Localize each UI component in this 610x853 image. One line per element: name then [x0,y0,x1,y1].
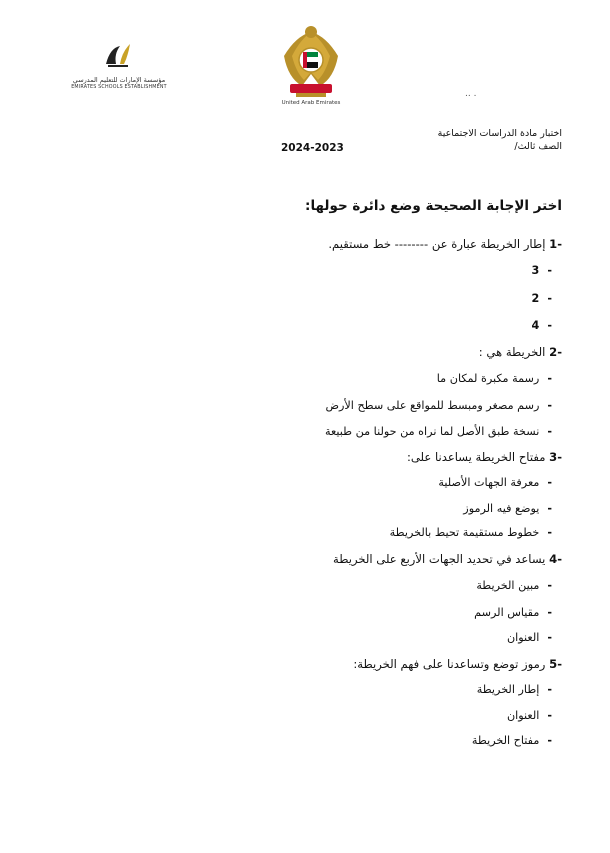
option-2-c[interactable] [325,425,552,438]
option-5-c[interactable] [472,734,552,747]
option-2-a[interactable] [437,372,552,385]
stray-marks: .. . [465,89,477,99]
grade-label: الصف ثالث/ [514,141,562,152]
bullet-dash: - [547,502,552,515]
question-5 [353,657,562,671]
bullet-dash: - [547,683,552,696]
option-1-b[interactable] [519,292,552,305]
option-label: رسمة مكبرة لمكان ما [436,372,540,385]
option-label: مفتاح الخريطة [471,734,540,747]
option-2-b[interactable] [325,399,552,412]
bullet-dash: - [547,425,552,438]
option-1-c[interactable] [519,319,552,332]
bullet-dash: - [547,734,552,747]
option-label: العنوان [506,631,540,644]
bullet-dash: - [547,319,552,332]
bullet-dash: - [547,631,552,644]
question-number: -4 [549,552,562,566]
option-label: 3 [531,264,540,277]
option-3-c[interactable] [390,526,552,539]
option-3-b[interactable] [463,502,552,515]
option-label: مبين الخريطة [476,579,540,592]
option-4-c[interactable] [507,631,552,644]
option-3-a[interactable] [438,476,552,489]
option-label: إطار الخريطة [476,683,540,696]
question-text: يساعد في تحديد الجهات الأربع على الخريطة [333,552,546,566]
option-label: 4 [531,319,540,332]
bullet-dash: - [547,292,552,305]
option-label: العنوان [506,709,540,722]
option-label: مقياس الرسم [474,606,540,619]
option-label: يوضع فيه الرموز [463,502,540,515]
question-number: -5 [549,657,562,671]
bullet-dash: - [547,399,552,412]
emirates-schools-logo [60,40,178,96]
instruction-heading: اختر الإجابة الصحيحة وضع دائرة حولها: [305,198,562,214]
option-label: رسم مصغر ومبسط للمواقع على سطح الأرض [325,399,540,412]
question-number: -1 [549,237,562,251]
option-4-b[interactable] [474,606,552,619]
option-4-a[interactable] [476,579,552,592]
org-name-arabic: مؤسسة الإمارات للتعليم المدرسي [72,76,166,84]
option-1-a[interactable] [519,264,552,277]
question-text: الخريطة هي : [478,345,546,359]
option-5-b[interactable] [507,709,552,722]
question-1 [328,237,562,251]
bullet-dash: - [547,476,552,489]
bullet-dash: - [547,264,552,277]
question-2 [479,345,562,359]
exam-title: اختبار مادة الدراسات الاجتماعية [437,128,562,139]
option-label: معرفة الجهات الأصلية [438,476,540,489]
question-3 [407,450,562,464]
bullet-dash: - [547,709,552,722]
bullet-dash: - [547,606,552,619]
question-text: مفتاح الخريطة يساعدنا على: [406,450,546,464]
bullet-dash: - [547,372,552,385]
question-text: إطار الخريطة عبارة عن -------- خط مستقيم. [328,237,546,251]
option-label: 2 [531,292,540,305]
emblem-caption: United Arab Emirates [281,100,341,106]
question-number: -2 [549,345,562,359]
org-name-english: EMIRATES SCHOOLS ESTABLISHMENT [71,85,167,90]
option-label: خطوط مستقيمة تحيط بالخريطة [389,526,540,539]
bullet-dash: - [547,579,552,592]
bullet-dash: - [547,526,552,539]
question-text: رموز توضع وتساعدنا على فهم الخريطة: [353,657,546,671]
uae-emblem [278,22,344,100]
question-number: -3 [549,450,562,464]
taaleem-logo-mark [100,40,136,70]
academic-year: 2024-2023 [281,142,344,154]
question-4 [333,552,562,566]
option-label: نسخة طبق الأصل لما نراه من حولنا من طبيعة [325,425,540,438]
option-5-a[interactable] [477,683,552,696]
falcon-emblem-icon [278,22,344,100]
